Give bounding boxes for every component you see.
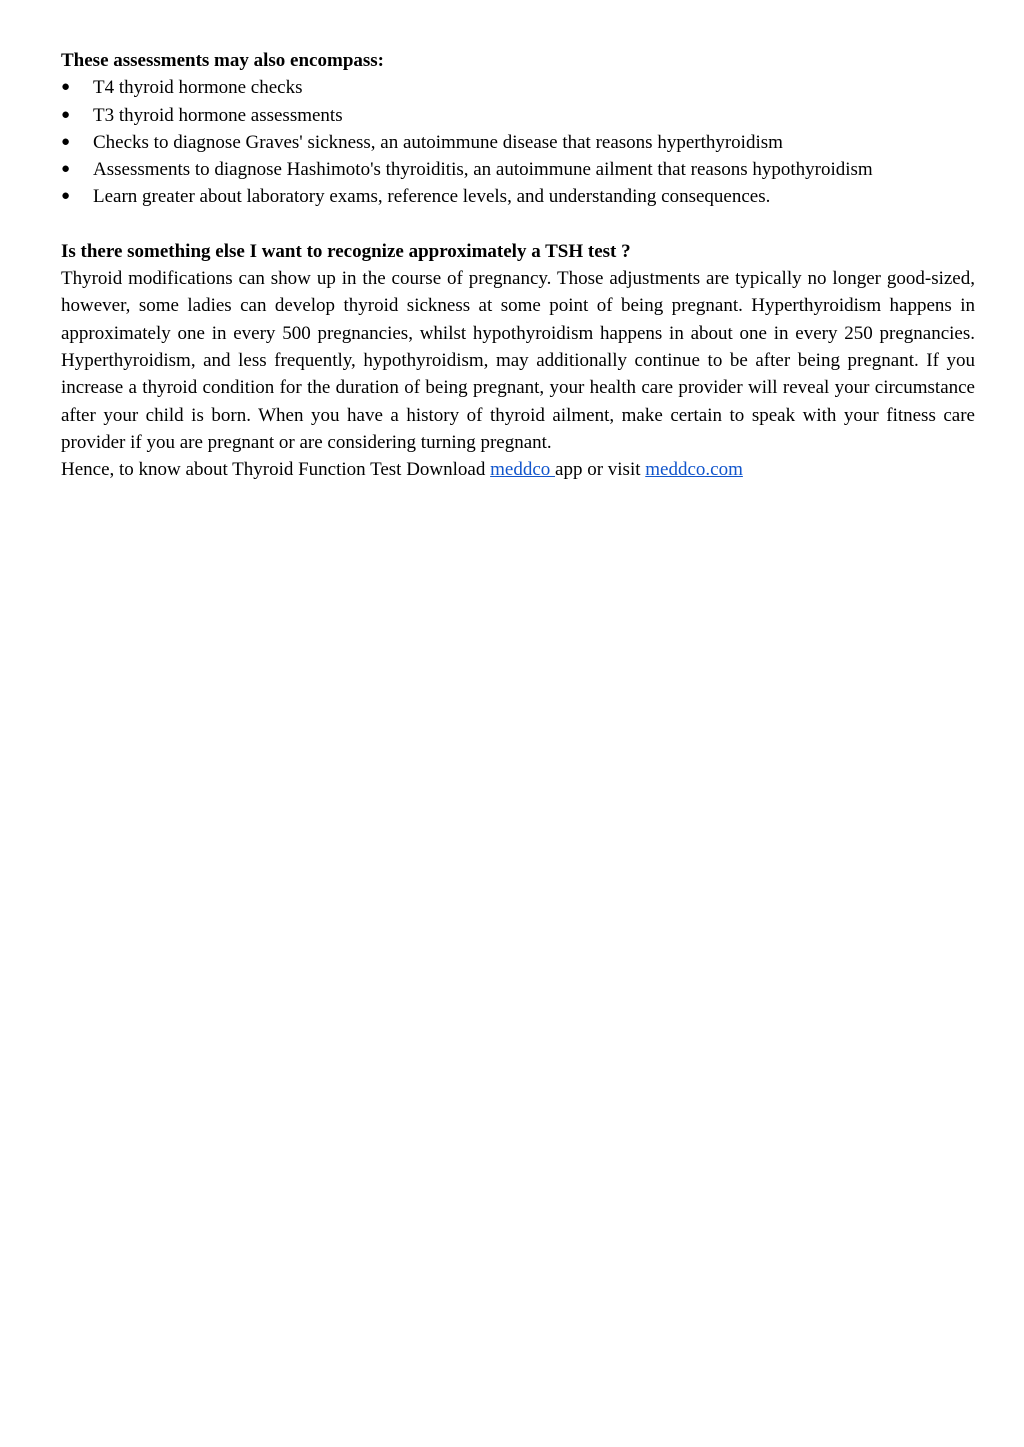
assessments-heading: These assessments may also encompass: — [61, 50, 384, 71]
bullet-icon: ● — [61, 161, 71, 178]
list-item-text: Learn greater about laboratory exams, reference levels, and understanding consequences. — [93, 186, 771, 208]
tsh-question-heading: Is there something else I want to recognize approximately a TSH test ? — [61, 240, 631, 262]
section-gap — [61, 211, 975, 238]
list-item — [61, 156, 975, 183]
meddco-app-link[interactable]: meddco — [490, 459, 556, 481]
bullet-icon: ● — [61, 79, 71, 96]
meddco-website-link[interactable]: meddco.com — [645, 459, 743, 481]
closing-prefix: Hence, to know about Thyroid Function Test Download — [61, 459, 491, 481]
assessments-list — [61, 74, 975, 210]
list-item — [61, 129, 975, 156]
list-item-text: Assessments to diagnose Hashimoto's thyroiditis, an autoimmune ailment that reasons hypothyroidism — [93, 159, 873, 181]
document-page — [61, 47, 975, 483]
list-item-text: T4 thyroid hormone checks — [93, 77, 303, 99]
closing-line — [61, 456, 975, 483]
list-item — [61, 183, 975, 210]
bullet-icon: ● — [61, 188, 71, 205]
list-item — [61, 102, 975, 129]
list-item — [61, 74, 975, 101]
list-item-text: T3 thyroid hormone assessments — [93, 104, 343, 126]
list-item-text: Checks to diagnose Graves' sickness, an autoimmune disease that reasons hyperthyroidism — [93, 131, 783, 153]
bullet-icon: ● — [61, 133, 71, 150]
pregnancy-paragraph: Thyroid modifications can show up in the course of pregnancy. Those adjustments are typically no longer good-sized, however, some ladies can develop thyroid sickness at some point of being pregnant. Hyperthyroidism happens in approximately one in every 500 pregnancies, whilst hypothyroidism happens in about one in every 250 pregnancies. Hyperthyroidism, and less frequently, hypothyroidism, may additionally continue to be after being pregnant. If you increase a thyroid condition for the duration of being pregnant, your health care provider will reveal your circumstance after your child is born. When you have a history of thyroid ailment, make certain to speak with your fitness care provider if you are pregnant or are considering turning pregnant. — [61, 268, 975, 453]
closing-middle: app or visit — [555, 459, 646, 481]
bullet-icon: ● — [61, 106, 71, 123]
